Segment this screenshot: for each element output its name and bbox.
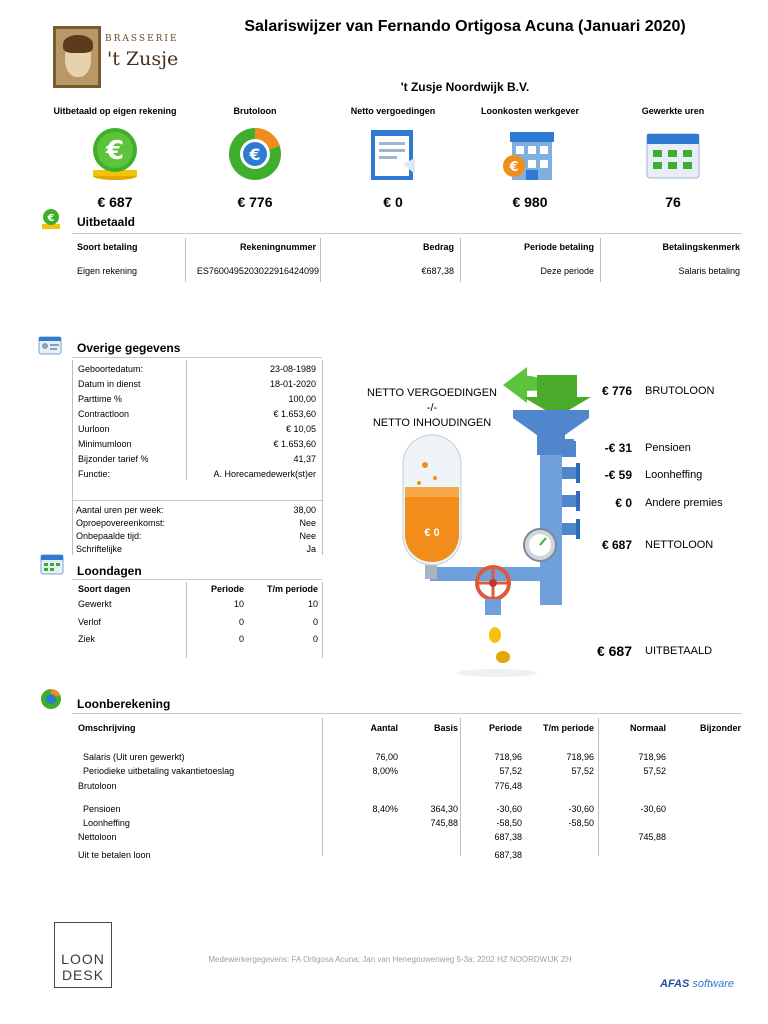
page-title: Salariswijzer van Fernando Ortigosa Acuna (Januari 2020) [244,18,686,35]
label: Contractloon [78,408,130,419]
flow-label: Andere premies [645,497,723,509]
kpi-value: € 980 [512,194,548,210]
label: Onbepaalde tijd: [76,530,142,541]
cell [399,830,459,844]
col-tm-periode: T/m periode [542,723,594,733]
col-betalingskenmerk: Betalingskenmerk [662,242,740,252]
col-omschrijving: Omschrijving [78,723,136,733]
value: € 1.653,60 [273,438,316,449]
cell: 745,88 [638,832,666,842]
col-periode: Periode [210,584,244,594]
col-bijzonder: Bijzonder [699,723,741,733]
cell: 776,48 [494,781,522,791]
label: Aantal uren per week: [76,504,164,515]
cell: 0 [312,617,318,627]
value: Ja [306,543,316,554]
kpi-label: Gewerkte uren [641,106,705,116]
table-row [77,764,742,778]
table-row [77,612,319,632]
cell [595,816,667,830]
coin-icon [489,627,501,643]
flow-value: € 0 [615,496,632,510]
flow-value-uitbetaald: € 687 [596,643,632,659]
tank-value: € 0 [424,527,440,539]
logo-brasserie-text: BRASSERIE [105,34,179,44]
cell [523,778,595,794]
cell [667,844,742,866]
cell: Salaris (Uit uren gewerkt) [83,752,185,762]
flow-value: -€ 31 [604,441,632,455]
document-icon [363,126,423,182]
id-card-icon [38,334,60,356]
value: 23-08-1989 [269,363,316,374]
cell [322,830,399,844]
cell [667,778,742,794]
section-title-loonberekening: Loonberekening [77,697,171,711]
kpi-value: € 0 [383,194,403,210]
section-divider [72,579,322,580]
kpi-uitbetaald [40,106,190,210]
col-basis: Basis [433,723,458,733]
funnel-caption-line1: NETTO VERGOEDINGEN [367,387,497,399]
flow-label: Loonheffing [645,469,703,481]
label: Minimumloon [78,438,132,449]
table-row [77,778,742,794]
loondesk-logo [54,922,112,988]
table-row [77,802,742,816]
coins-euro-icon [40,208,62,230]
cell: 687,38 [494,850,522,860]
flow-label: NETTOLOON [645,539,714,551]
value: € 10,05 [285,423,316,434]
afas-text: AFAS [660,978,690,990]
col-normaal: Normaal [629,723,666,733]
column-divider [600,238,601,282]
value: 38,00 [293,504,316,515]
svg-text:€: € [105,136,125,166]
cell: Pensioen [83,804,121,814]
calendar-icon [40,553,62,575]
loonberekening-table [77,718,742,866]
cell: 10 [233,599,244,609]
cell [667,816,742,830]
coins-euro-icon [85,126,145,182]
flow-value: € 776 [601,384,632,398]
label: Schriftelijke [76,543,123,554]
cell: 687,38 [494,832,522,842]
label: Uurloon [78,423,110,434]
coin-icon [496,651,510,663]
table-row [77,844,742,866]
cell: 718,96 [566,752,594,762]
cell: -30,60 [496,804,522,814]
brasserie-logo [50,22,190,94]
table-row [77,596,319,612]
kpi-loonkosten [455,106,605,210]
cell-soort: Eigen rekening [77,266,138,276]
col-periode-betaling: Periode betaling [523,242,594,252]
svg-text:€: € [509,160,519,175]
value: Nee [299,517,316,528]
cell: Verlof [78,617,102,627]
cell-kenmerk: Salaris betaling [678,266,740,276]
cell: Ziek [78,634,96,644]
kpi-brutoloon [180,106,330,210]
cell: -58,50 [568,818,594,828]
cell [667,750,742,764]
cell: Nettoloon [78,832,117,842]
cell: 718,96 [638,752,666,762]
column-divider [72,360,73,555]
kpi-value: € 687 [97,194,133,210]
section-title-uitbetaald: Uitbetaald [77,215,136,229]
label: Datum in dienst [78,378,141,389]
table-row [77,632,319,646]
cell: 10 [307,599,318,609]
value: 41,37 [293,453,316,464]
col-bedrag: Bedrag [422,242,454,252]
flow-label: BRUTOLOON [645,385,715,397]
cell: 0 [312,634,318,644]
cell [399,778,459,794]
cell [667,764,742,778]
section-divider [72,500,322,501]
cell-rekeningnummer: ES7600495203022916424099 [196,266,319,276]
col-periode: Periode [488,723,522,733]
value: Nee [299,530,316,541]
funnel-caption-line2: -/- [426,402,438,414]
portrait-hair [63,35,93,53]
cell: -30,60 [640,804,666,814]
cell: Gewerkt [78,599,112,609]
col-aantal: Aantal [370,723,398,733]
section-divider [72,233,742,234]
cell [322,844,399,866]
cell [523,844,595,866]
cell: -58,50 [496,818,522,828]
cell [595,778,667,794]
cell: 57,52 [643,766,666,776]
table-row [77,816,742,830]
col-soort-betaling: Soort betaling [77,242,138,252]
cell: Periodieke uitbetaling vakantietoeslag [83,766,235,776]
overige-list [77,361,317,481]
column-divider [460,238,461,282]
svg-text:€: € [47,213,55,224]
label: Bijzonder tarief % [78,453,149,464]
label: Parttime % [78,393,123,404]
cell [399,764,459,778]
col-rekeningnummer: Rekeningnummer [239,242,316,252]
column-divider [320,238,321,282]
flow-value: € 687 [601,538,632,552]
cell: 745,88 [430,818,458,828]
cell: Brutoloon [78,781,117,791]
cell: 76,00 [375,752,398,762]
cell [523,830,595,844]
kpi-label: Netto vergoedingen [350,106,436,116]
svg-text:€: € [249,145,261,164]
section-divider [72,713,742,714]
cell: Loonheffing [83,818,130,828]
cell: 0 [238,617,244,627]
column-divider [322,360,323,555]
cell [595,844,667,866]
calendar-icon [643,126,703,182]
cell-bedrag: €687,38 [421,266,454,276]
loondesk-line1: LOON [61,951,105,967]
loondesk-line2: DESK [61,967,105,983]
cell [399,750,459,764]
cell: 0 [238,634,244,644]
funnel-graphic [395,355,595,685]
kpi-gewerkte-uren [598,106,748,210]
value: 18-01-2020 [269,378,316,389]
section-title-overige: Overige gegevens [77,341,181,355]
cell [667,830,742,844]
value: A. Horecamedewerk(st)er [213,468,316,479]
flow-label-uitbetaald: UITBETAALD [645,645,713,657]
kpi-label: Loonkosten werkgever [480,106,580,116]
tap-premies [562,523,576,535]
cell [322,778,399,794]
kpi-value: 76 [665,194,681,210]
section-divider [72,357,322,358]
kpi-label: Uitbetaald op eigen rekening [53,106,177,116]
cell [667,802,742,816]
label: Functie: [78,468,111,479]
kpi-netto-vergoedingen [318,106,468,210]
cell: 364,30 [430,804,458,814]
cell-periode: Deze periode [540,266,594,276]
company-name: 't Zusje Noordwijk B.V. [400,80,530,94]
label: Oproepovereenkomst: [76,517,166,528]
pie-euro-icon [225,126,285,182]
kpi-value: € 776 [237,194,273,210]
table-row [77,750,742,764]
afas-software-text: software [692,978,734,990]
cell: Uit te betalen loon [78,850,151,860]
flow-label: Pensioen [645,442,691,454]
afas-logo [660,978,734,990]
kpi-label: Brutoloon [233,106,277,116]
overige-list-2 [75,503,317,555]
column-divider [322,582,323,658]
col-tm-periode: T/m periode [266,584,318,594]
portrait-frame [53,26,101,88]
logo-zusje-text: 't Zusje [107,48,179,70]
loondagen-table [77,582,319,646]
value: 100,00 [288,393,316,404]
cell: 8,00% [372,766,398,776]
cell: 8,40% [372,804,398,814]
cell: 57,52 [571,766,594,776]
funnel-caption-line3: NETTO INHOUDINGEN [372,417,492,429]
cell: 718,96 [494,752,522,762]
section-title-loondagen: Loondagen [77,564,142,578]
value: € 1.653,60 [273,408,316,419]
cell [399,844,459,866]
col-soort-dagen: Soort dagen [78,584,131,594]
table-row [77,830,742,844]
building-icon [500,126,560,182]
label: Geboortedatum: [78,363,144,374]
pie-euro-icon [40,688,62,710]
cell [322,816,399,830]
cell: -30,60 [568,804,594,814]
employee-address: Medewerkergegevens: FA Ortigosa Acuna; Jan van Henegouwenweg 5-3a; 2202 HZ NOORDWIJK ZH [208,955,572,964]
flow-value: -€ 59 [604,468,632,482]
cell: 57,52 [499,766,522,776]
